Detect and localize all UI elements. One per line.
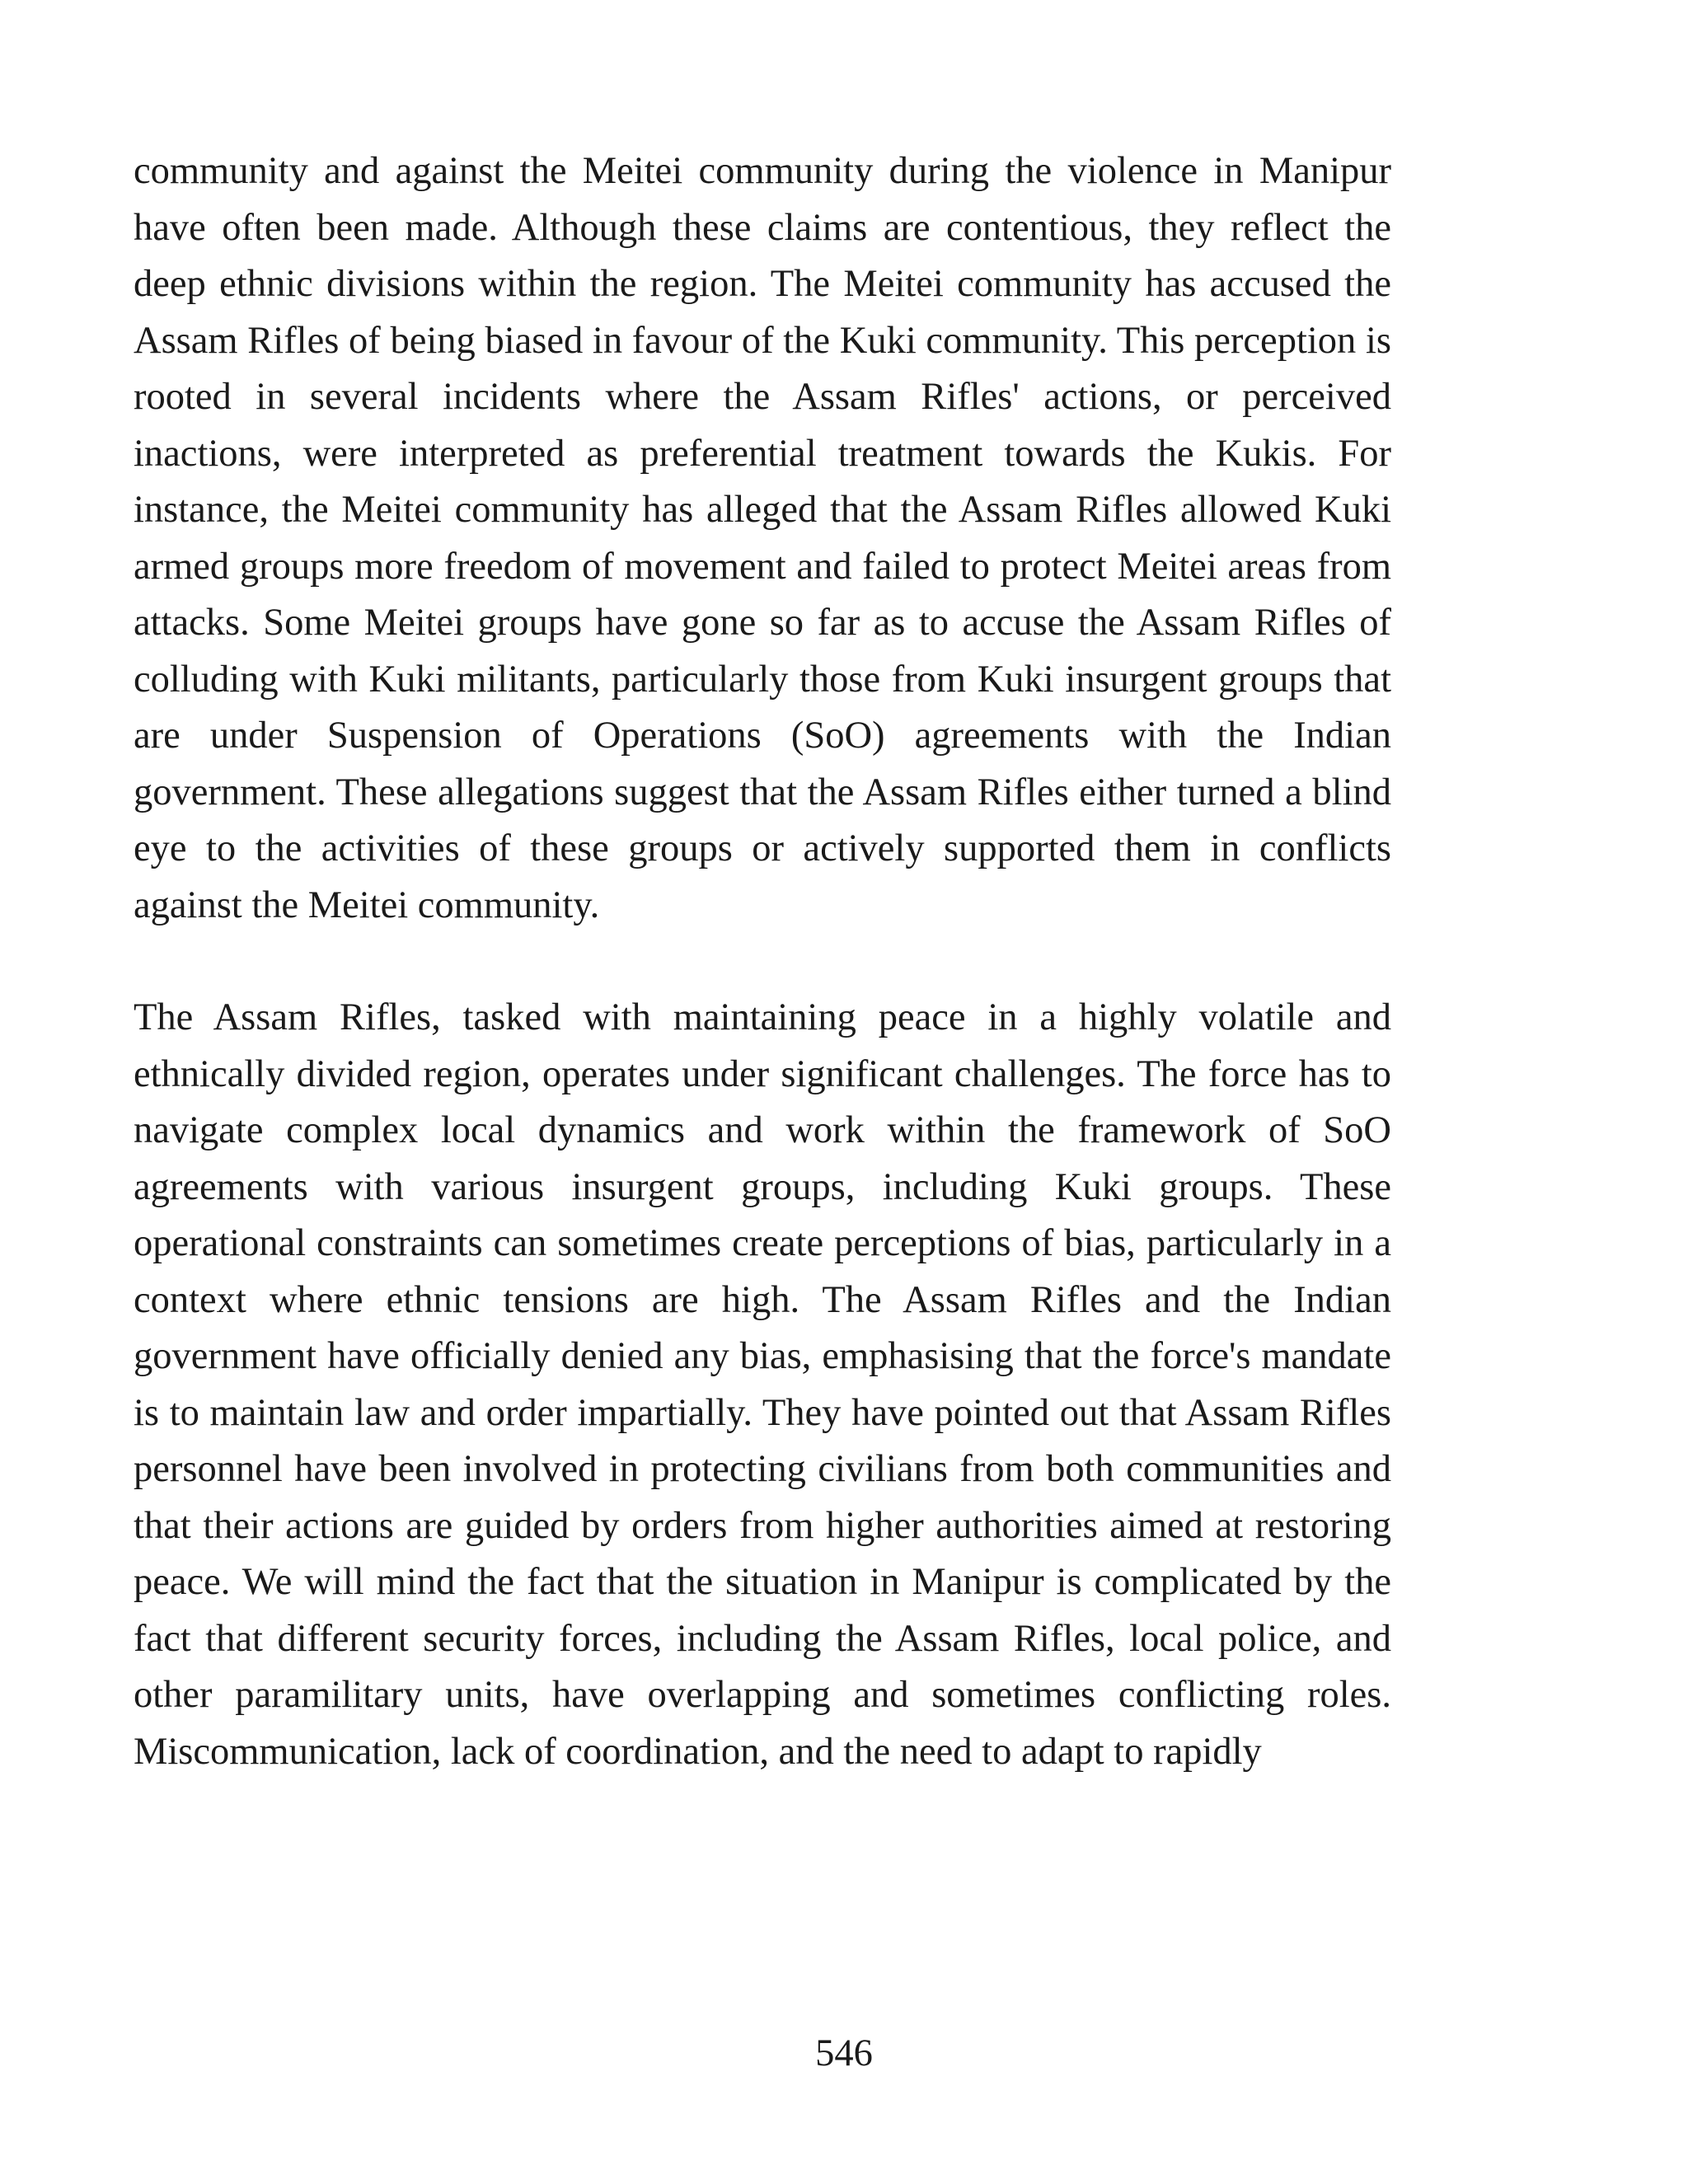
body-text [134, 143, 1391, 1780]
paragraph-2: The Assam Rifles, tasked with maintaining peace in a highly volatile and ethnically divided region, operates under significant challenges. The force has to navigate complex local dynamics and work within the framework of SoO agreements with various insurgent groups, including Kuki groups. These operational constraints can sometimes create perceptions of bias, particularly in a context where ethnic tensions are high. The Assam Rifles and the Indian government have officially denied any bias, emphasising that the force's mandate is to maintain law and order impartially. They have pointed out that Assam Rifles personnel have been involved in protecting civilians from both communities and that their actions are guided by orders from higher authorities aimed at restoring peace. We will mind the fact that the situation in Manipur is complicated by the fact that different security forces, including the Assam Rifles, local police, and other paramilitary units, have overlapping and sometimes conflicting roles. Miscommunication, lack of coordination, and the need to adapt to rapidly [134, 996, 1391, 1773]
page-number: 546 [815, 2032, 873, 2074]
paragraph-1: community and against the Meitei community during the violence in Manipur have often been made. Although these claims are contentious, they reflect the deep ethnic divisions within the region. The Meitei community has accused the Assam Rifles of being biased in favour of the Kuki community. This perception is rooted in several incidents where the Assam Rifles' actions, or perceived inactions, were interpreted as preferential treatment towards the Kukis. For instance, the Meitei community has alleged that the Assam Rifles allowed Kuki armed groups more freedom of movement and failed to protect Meitei areas from attacks. Some Meitei groups have gone so far as to accuse the Assam Rifles of colluding with Kuki militants, particularly those from Kuki insurgent groups that are under Suspension of Operations (SoO) agreements with the Indian government. These allegations suggest that the Assam Rifles either turned a blind eye to the activities of these groups or actively supported them in conflicts against the Meitei community. [134, 150, 1391, 926]
